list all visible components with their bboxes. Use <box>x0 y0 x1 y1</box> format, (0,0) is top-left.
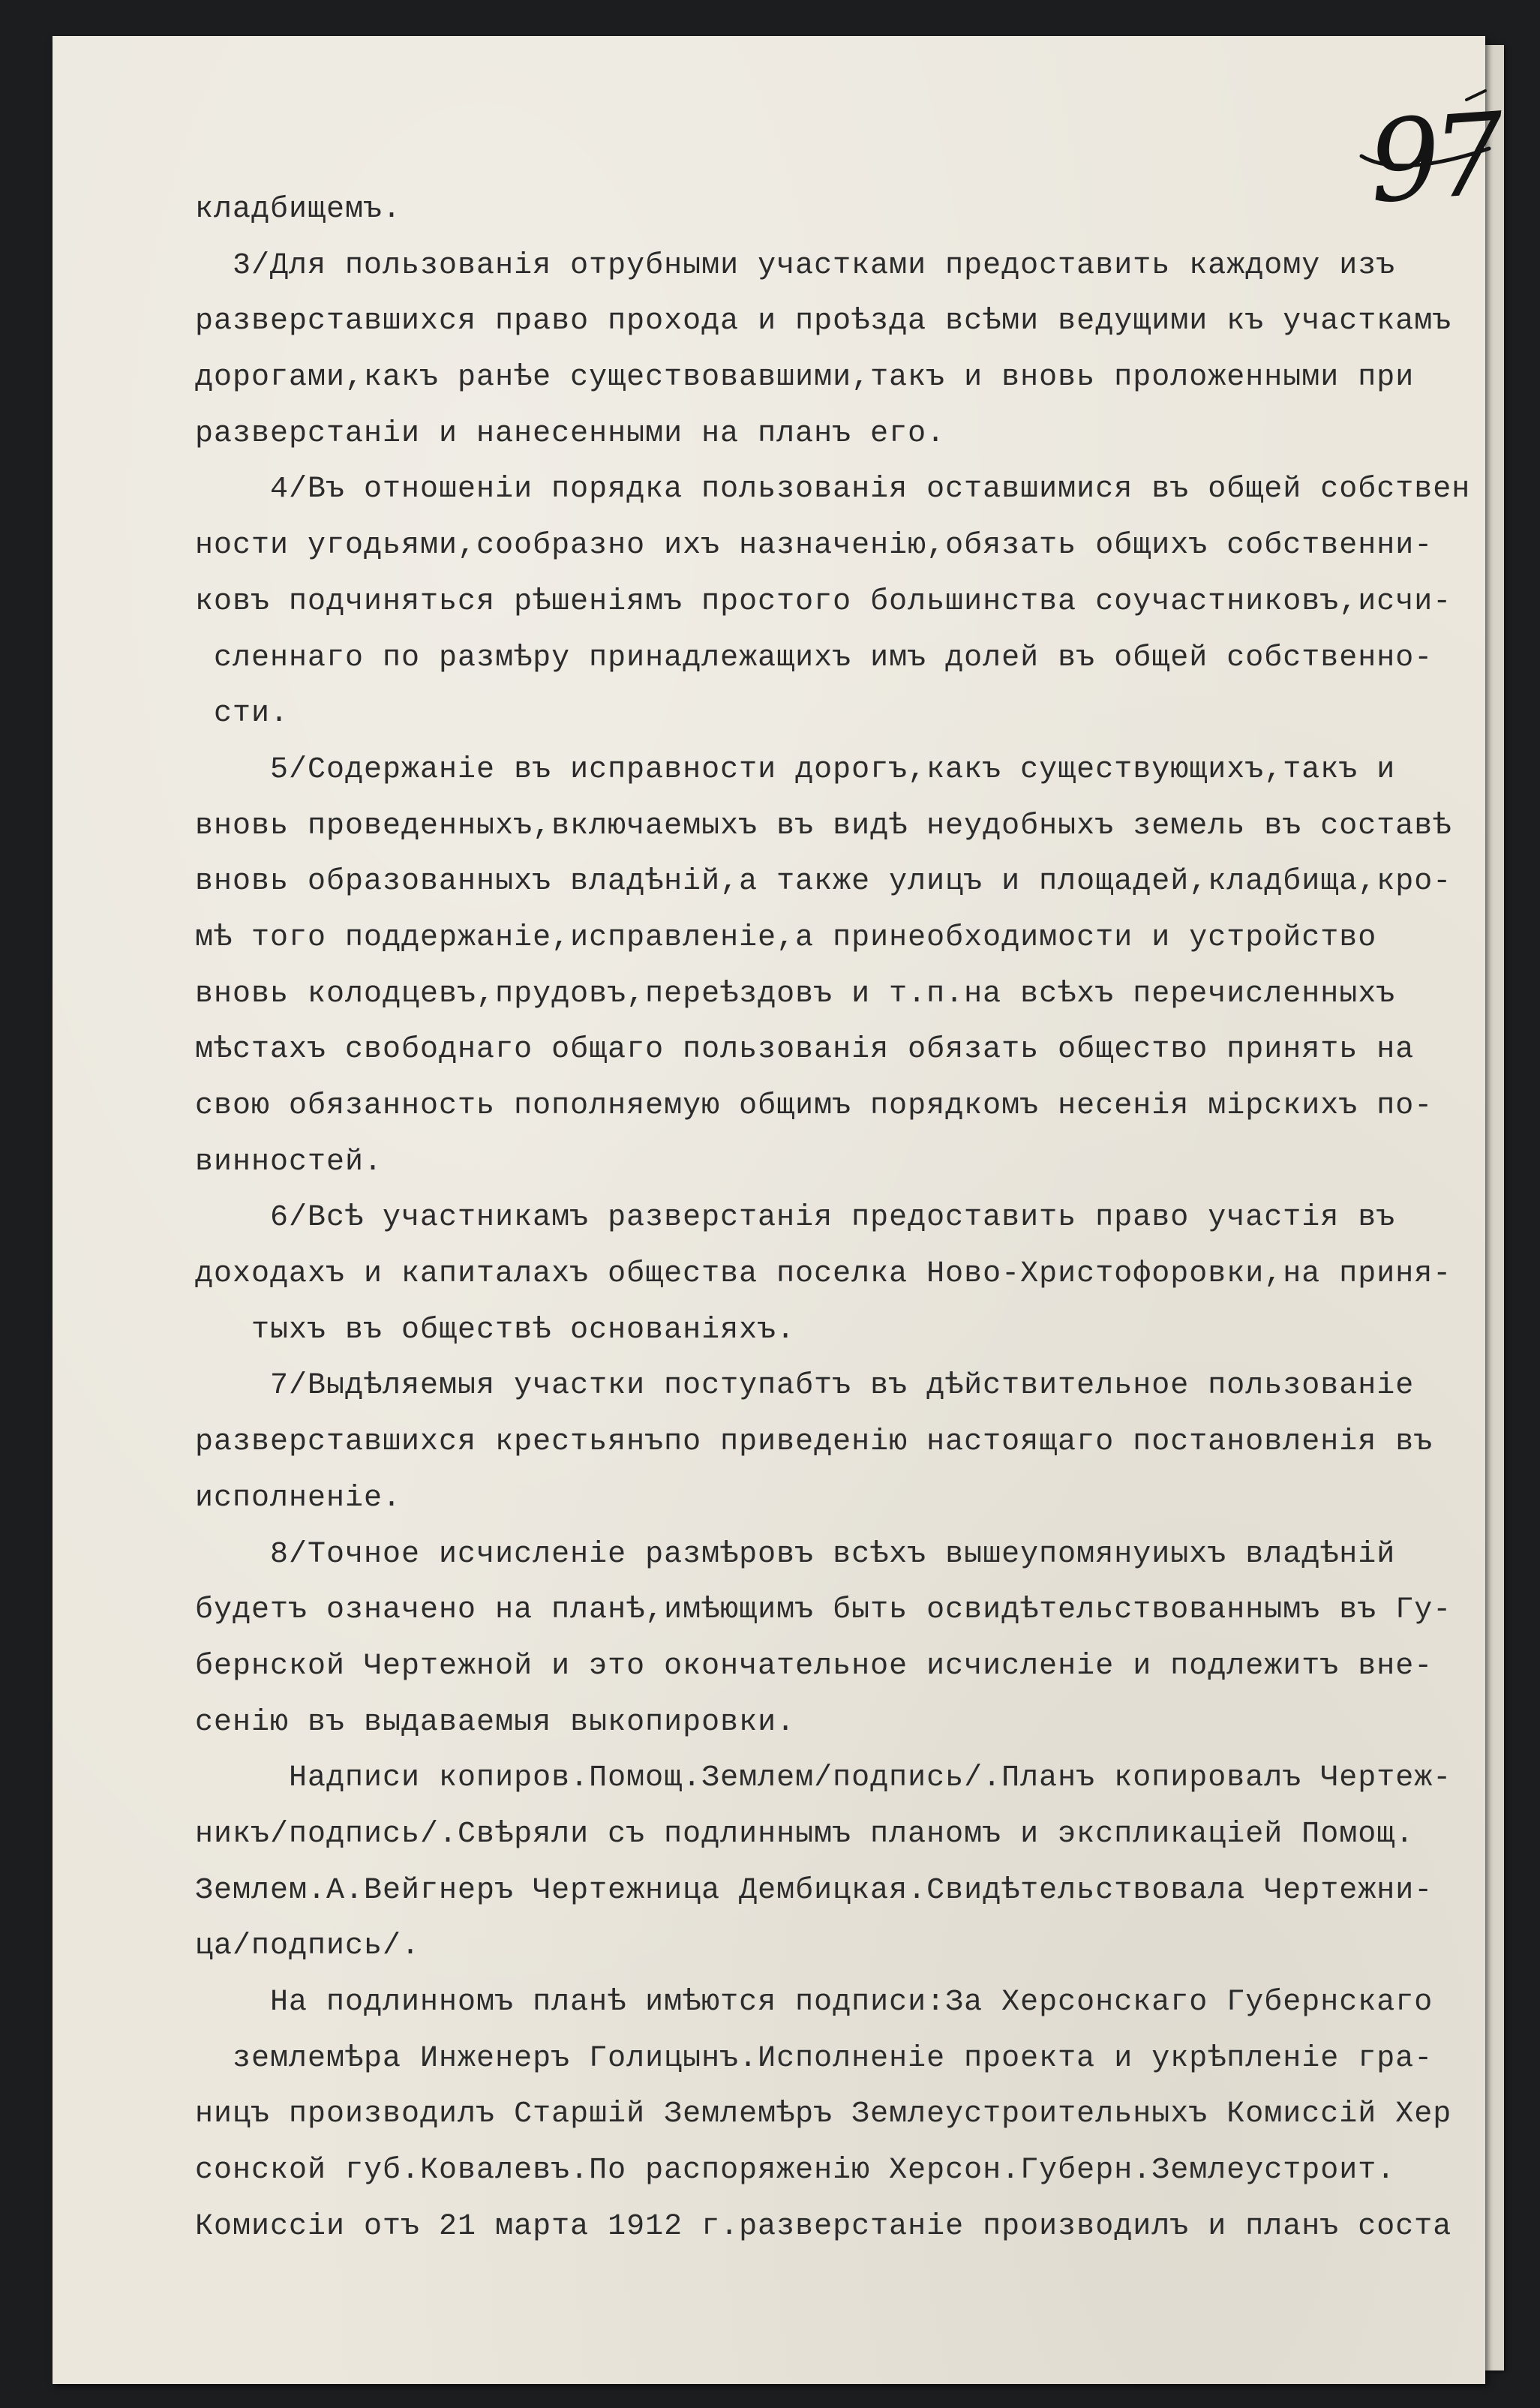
text-line: землемѣра Инженеръ Голицынъ.Исполненіе проекта и укрѣпленіе гра- <box>195 2041 1433 2076</box>
text-line: 3/Для пользованія отрубными участками предоставить каждому изъ <box>195 248 1396 283</box>
text-line: вновь колодцевъ,прудовъ,переѣздовъ и т.п.на всѣхъ перечисленныхъ <box>195 977 1396 1011</box>
text-line: Надписи копиров.Помощ.Землем/подпись/.Планъ копировалъ Чертеж- <box>195 1761 1452 1796</box>
text-line: 8/Точное исчисленіе размѣровъ всѣхъ вышеупомянуиыхъ владѣній <box>195 1537 1396 1572</box>
text-line: ковъ подчиняться рѣшеніямъ простого большинства соучастниковъ,исчи- <box>195 584 1452 619</box>
text-line: разверстаніи и нанесенными на планъ его. <box>195 416 946 451</box>
text-line: сти. <box>195 697 290 731</box>
text-line: мѣстахъ свободнаго общаго пользованія обязать общество принять на <box>195 1033 1415 1067</box>
text-line: сенію въ выдаваемыя выкопировки. <box>195 1705 796 1740</box>
text-line: вновь образованныхъ владѣній,а также улицъ и площадей,кладбища,кро- <box>195 865 1452 899</box>
text-line: свою обязанность пополняемую общимъ порядкомъ несенія мірскихъ по- <box>195 1089 1433 1123</box>
text-line: Комиссіи отъ 21 марта 1912 г.разверстаніе производилъ и планъ соста <box>195 2209 1452 2244</box>
folio-number: 97 <box>1364 89 1502 229</box>
text-line: ности угодьями,сообразно ихъ назначенію,обязать общихъ собственни- <box>195 529 1433 563</box>
text-line: вновь проведенныхъ,включаемыхъ въ видѣ неудобныхъ земель въ составѣ <box>195 809 1452 843</box>
text-line: разверставшихся крестьянъпо приведенію настоящаго постановленія въ <box>195 1425 1433 1460</box>
text-line: доходахъ и капиталахъ общества поселка Ново-Христофоровки,на приня- <box>195 1257 1452 1292</box>
text-line: тыхъ въ обществѣ основаніяхъ. <box>195 1313 796 1347</box>
text-line: 6/Всѣ участникамъ разверстанія предоставить право участія въ <box>195 1201 1396 1236</box>
text-line: ницъ производилъ Старшій Землемѣръ Землеустроительныхъ Комиссій Хер <box>195 2097 1452 2132</box>
document-page <box>53 36 1502 2384</box>
text-line: 7/Выдѣляемыя участки поступабтъ въ дѣйствительное пользованіе <box>195 1369 1415 1404</box>
text-line: ца/подпись/. <box>195 1929 421 1964</box>
text-line: 4/Въ отношеніи порядка пользованія оставшимися въ общей собствен <box>195 473 1471 507</box>
text-line: дорогами,какъ ранѣе существовавшими,такъ и вновь проложенными при <box>195 361 1415 395</box>
text-line: 5/Содержаніе въ исправности дорогъ,какъ существующихъ,такъ и <box>195 752 1396 787</box>
text-line: сленнаго по размѣру принадлежащихъ имъ долей въ общей собственно- <box>195 641 1433 675</box>
text-line: Землем.А.Вейгнеръ Чертежница Дембицкая.Свидѣтельствовала Чертежни- <box>195 1873 1433 1908</box>
text-line: сонской губ.Ковалевъ.По распоряженію Херсон.Губерн.Землеустроит. <box>195 2154 1396 2188</box>
text-line: бернской Чертежной и это окончательное исчисленіе и подлежитъ вне- <box>195 1649 1433 1683</box>
text-line: будетъ означено на планѣ,имѣющимъ быть освидѣтельствованнымъ въ Гу- <box>195 1593 1452 1628</box>
text-line: разверставшихся право прохода и проѣзда всѣми ведущими къ участкамъ <box>195 305 1452 339</box>
text-line: исполненіе. <box>195 1481 402 1515</box>
document-body <box>195 182 1523 2255</box>
text-line: кладбищемъ. <box>195 193 402 227</box>
text-line: На подлинномъ планѣ имѣются подписи:За Херсонскаго Губернскаго <box>195 1986 1433 2019</box>
text-line: никъ/подпись/.Свѣряли съ подлиннымъ планомъ и экспликаціей Помощ. <box>195 1817 1415 1851</box>
text-line: винностей. <box>195 1145 383 1179</box>
text-line: мѣ того поддержаніе,исправленіе,а принеобходимости и устройство <box>195 920 1377 955</box>
